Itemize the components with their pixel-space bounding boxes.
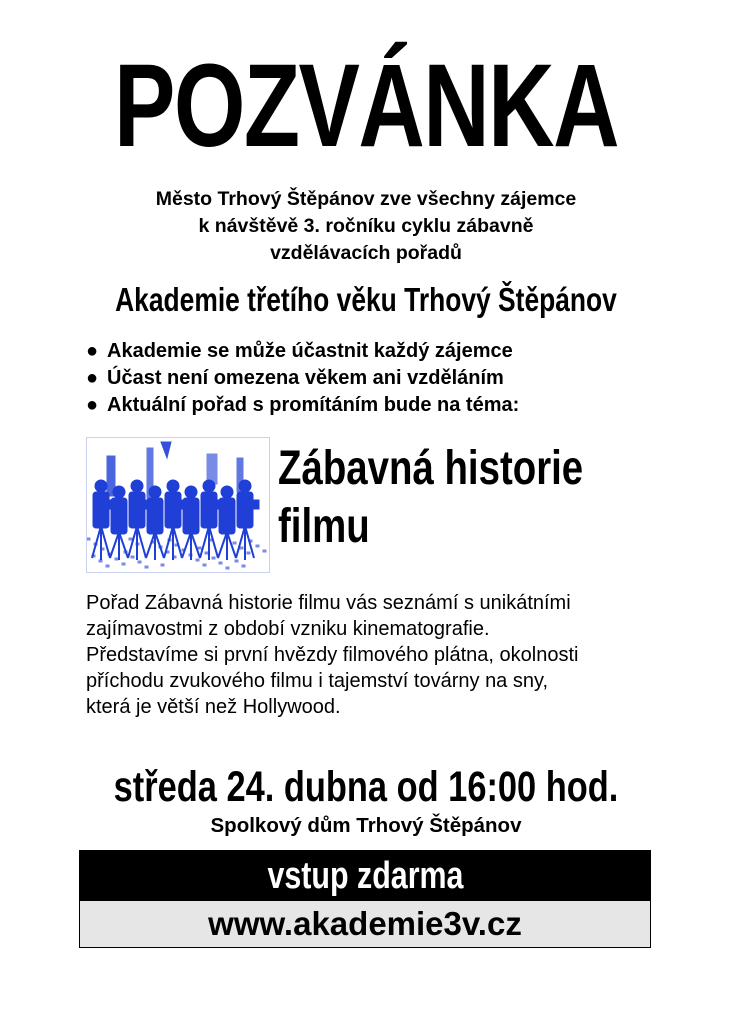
poster-title: POZVÁNKA bbox=[113, 40, 618, 172]
topic-line: filmu bbox=[278, 500, 370, 553]
topic-line: Zábavná historie bbox=[278, 442, 584, 495]
free-entry-strip bbox=[80, 851, 650, 901]
description-line: zajímavostmi z období vzniku kinematografie. bbox=[86, 618, 490, 640]
bullet-item bbox=[86, 338, 686, 365]
intro-line: vzdělávacích pořadů bbox=[270, 242, 462, 264]
film-crew-photo bbox=[86, 437, 270, 573]
intro-line: Město Trhový Štěpánov zve všechny zájemce bbox=[155, 188, 577, 210]
intro-line: k návštěvě 3. ročníku cyklu zábavně bbox=[198, 215, 534, 237]
admission-banner bbox=[79, 850, 651, 948]
academy-name: Akademie třetího věku Trhový Štěpánov bbox=[115, 281, 617, 318]
event-date: středa 24. dubna od 16:00 hod. bbox=[113, 763, 619, 811]
description-line: příchodu zvukového filmu i tajemství továrny na sny, bbox=[86, 670, 549, 692]
bullet-text: Aktuální pořad s promítáním bude na téma: bbox=[107, 394, 520, 416]
invitation-intro bbox=[0, 186, 732, 267]
description-line: Pořad Zábavná historie filmu vás seznámí s unikátními bbox=[86, 592, 571, 614]
info-bullet-list bbox=[86, 338, 686, 419]
program-description bbox=[86, 590, 666, 720]
film-crew-illustration bbox=[87, 438, 269, 572]
description-line: Představíme si první hvězdy filmového plátna, okolnosti bbox=[86, 644, 579, 666]
free-entry-text: vstup zdarma bbox=[267, 855, 463, 897]
bullet-item bbox=[86, 365, 686, 392]
bullet-icon: ● bbox=[86, 394, 99, 416]
description-line: která je větší než Hollywood. bbox=[86, 696, 341, 718]
bullet-text: Akademie se může účastnit každý zájemce bbox=[107, 340, 513, 362]
bullet-text: Účast není omezena věkem ani vzděláním bbox=[107, 367, 504, 389]
program-topic bbox=[278, 440, 614, 556]
event-venue: Spolkový dům Trhový Štěpánov bbox=[210, 814, 522, 837]
bullet-icon: ● bbox=[86, 367, 99, 389]
website-link[interactable]: www.akademie3v.cz bbox=[80, 901, 650, 947]
bullet-icon: ● bbox=[86, 340, 99, 362]
bullet-item bbox=[86, 392, 686, 419]
